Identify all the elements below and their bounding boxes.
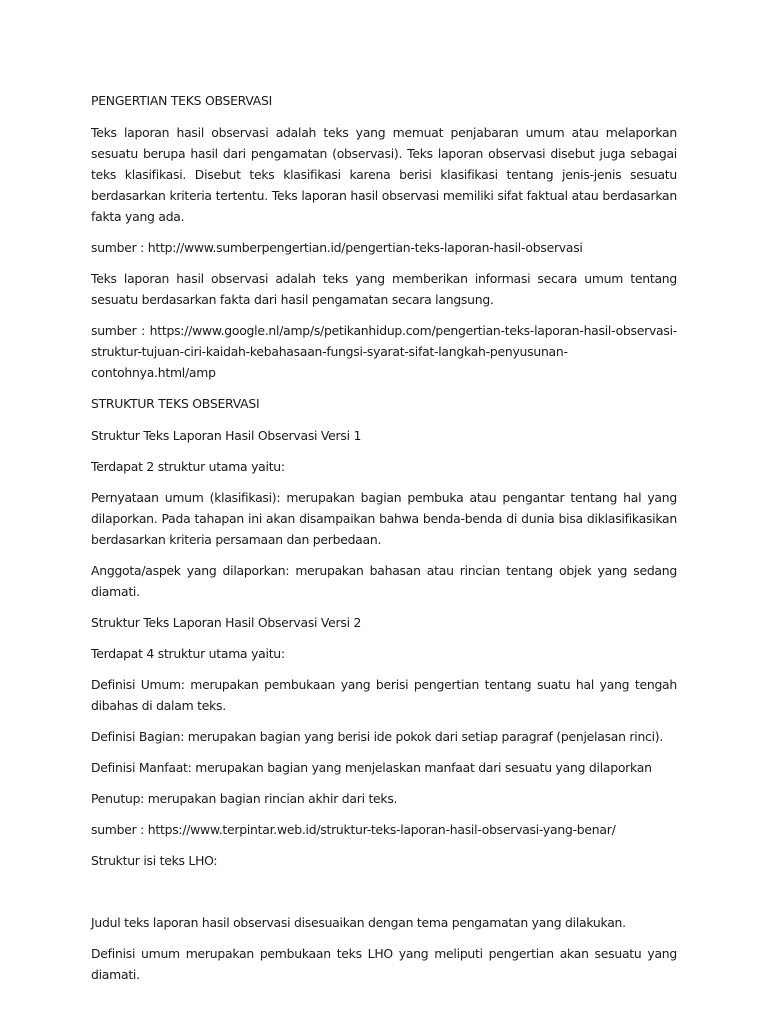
intro-versi-2: Terdapat 4 struktur utama yaitu: [91, 646, 285, 661]
subheading-versi-1: Struktur Teks Laporan Hasil Observasi Versi 1 [91, 428, 362, 443]
paragraph-definisi-manfaat: Definisi Manfaat: merupakan bagian yang menjelaskan manfaat dari sesuatu yang dilaporkan [91, 760, 652, 775]
heading-struktur: STRUKTUR TEKS OBSERVASI [91, 396, 260, 411]
paragraph-definisi-umum-lho: Definisi umum merupakan pembukaan teks LHO yang meliputi pengertian akan sesuatu yang diamati. [91, 946, 677, 982]
paragraph-definisi-umum: Definisi Umum: merupakan pembukaan yang berisi pengertian tentang suatu hal yang tengah dibahas di dalam teks. [91, 677, 677, 713]
source-line-2: sumber : https://www.google.nl/amp/s/petikanhidup.com/pengertian-teks-laporan-hasil-observasi-struktur-tujuan-ciri-kaidah-kebahasaan-fungsi-syarat-sifat-langkah-penyusunan-contohnya.html/amp [91, 323, 677, 380]
blank-spacer [91, 881, 677, 912]
paragraph-anggota-aspek: Anggota/aspek yang dilaporkan: merupakan bahasan atau rincian tentang objek yang sedang diamati. [91, 563, 677, 599]
paragraph-penutup: Penutup: merupakan bagian rincian akhir dari teks. [91, 791, 398, 806]
subheading-versi-2: Struktur Teks Laporan Hasil Observasi Versi 2 [91, 615, 362, 630]
heading-pengertian: PENGERTIAN TEKS OBSERVASI [91, 93, 273, 108]
paragraph-definition-1: Teks laporan hasil observasi adalah teks yang memuat penjabaran umum atau melaporkan sesuatu berupa hasil dari pengamatan (observasi). Teks laporan observasi disebut juga sebagai teks klasifikasi. Disebut teks klasifikasi karena berisi klasifikasi tentang jenis-jenis sesuatu berdasarkan kriteria tertentu. Teks laporan hasil observasi memiliki sifat faktual atau berdasarkan fakta yang ada. [91, 125, 677, 224]
paragraph-definisi-bagian: Definisi Bagian: merupakan bagian yang berisi ide pokok dari setiap paragraf (penjelasan rinci). [91, 729, 664, 744]
paragraph-pernyataan-umum: Pernyataan umum (klasifikasi): merupakan bagian pembuka atau pengantar tentang hal yang dilaporkan. Pada tahapan ini akan disampaikan bahwa benda-benda di dunia bisa diklasifikasikan berdasarkan kriteria persamaan dan perbedaan. [91, 490, 677, 547]
paragraph-judul: Judul teks laporan hasil observasi disesuaikan dengan tema pengamatan yang dilakukan. [91, 915, 626, 930]
subheading-struktur-isi: Struktur isi teks LHO: [91, 853, 218, 868]
source-line-1: sumber : http://www.sumberpengertian.id/pengertian-teks-laporan-hasil-observasi [91, 240, 583, 255]
source-line-3: sumber : https://www.terpintar.web.id/struktur-teks-laporan-hasil-observasi-yang-benar/ [91, 822, 616, 837]
intro-versi-1: Terdapat 2 struktur utama yaitu: [91, 459, 285, 474]
paragraph-definition-2: Teks laporan hasil observasi adalah teks yang memberikan informasi secara umum tentang sesuatu berdasarkan fakta dari hasil pengamatan secara langsung. [91, 271, 677, 307]
document-page [91, 90, 677, 995]
